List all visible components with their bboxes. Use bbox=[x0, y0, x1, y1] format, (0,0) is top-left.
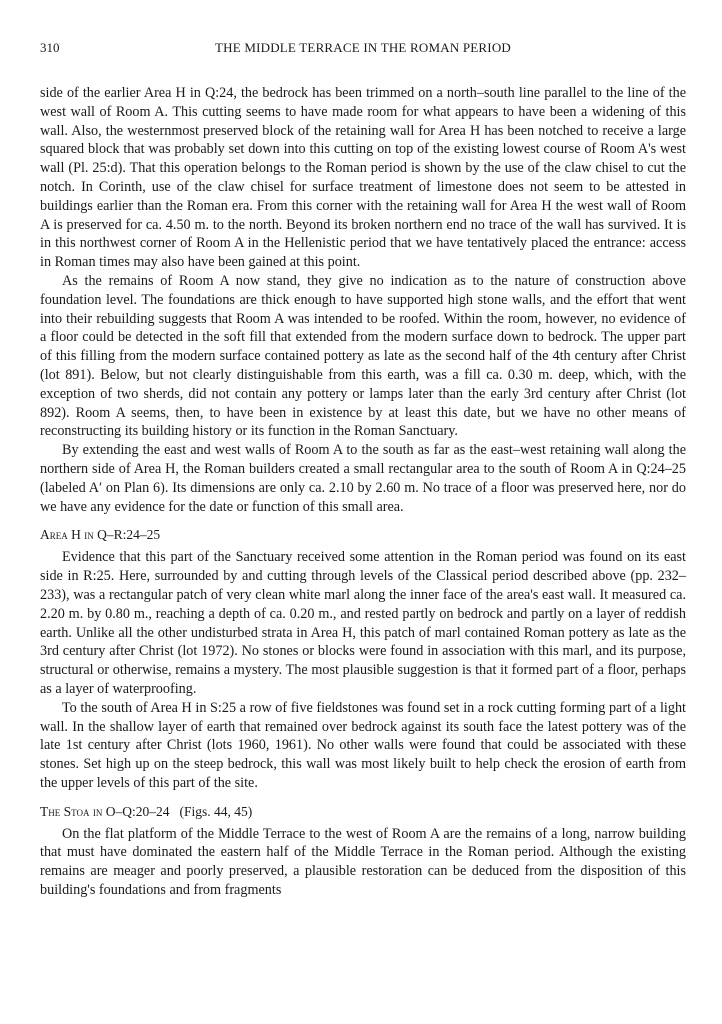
page-number: 310 bbox=[40, 40, 60, 55]
figure-reference: (Figs. 44, 45) bbox=[179, 803, 253, 819]
paragraph: On the flat platform of the Middle Terrace to the west of Room A are the remains of a long, narrow building that must have dominated the eastern half of the Middle Terrace in the Roman period. Although the existing remains are meager and poorly preserved, a plausible restoration can be deduced from the disposition of this building's foundations and from fragments bbox=[40, 825, 686, 899]
page-header bbox=[40, 40, 686, 62]
paragraph: To the south of Area H in S:25 a row of five fieldstones was found set in a rock cutting forming part of a light wall. In the shallow layer of earth that remained over bedrock against its south face the latest pottery was of the late 1st century after Christ (lots 1960, 1961). No other walls were found that could be associated with these stones. Set high up on the steep bedrock, this wall was most likely built to help check the erosion of earth from the upper levels of this part of the site. bbox=[40, 699, 686, 791]
paragraph: Evidence that this part of the Sanctuary received some attention in the Roman period was found on its east side in R:25. Here, surrounded by and cutting through levels of the Classical period described above (pp. 232–233), was a rectangular patch of very clean white marl along the inner face of the area's east wall. It measured ca. 2.20 m. by 0.80 m., reaching a depth of ca. 0.20 m., and rested partly on bedrock and partly on a layer of reddish earth. Unlike all the other undisturbed strata in Area H, this patch of marl contained Roman pottery as late as the 3rd century after Christ (lot 1972). No stones or blocks were found in association with this marl, and its purpose, structural or otherwise, remains a mystery. The most plausible suggestion is that it formed part of a floor, perhaps as a layer of waterproofing. bbox=[40, 549, 686, 697]
section-heading-text: Area H in Q–R:24–25 bbox=[40, 527, 161, 543]
body-text bbox=[40, 84, 686, 900]
running-title: THE MIDDLE TERRACE IN THE ROMAN PERIOD bbox=[215, 40, 511, 55]
section-heading-text: The Stoa in O–Q:20–24 bbox=[40, 803, 170, 819]
paragraph: side of the earlier Area H in Q:24, the bedrock has been trimmed on a north–south line parallel to the line of the west wall of Room A. This cutting seems to have made room for what appears to have been a widening of this wall. Also, the westernmost preserved block of the retaining wall for Area H has been notched to receive a large squared block that was probably set down into this cutting on top of the existing lowest course of Room A's west wall (Pl. 25:d). That this operation belongs to the Roman period is shown by the use of the claw chisel to cut the notch. In Corinth, use of the claw chisel for surface treatment of limestone does not seem to be attested in buildings earlier than the Roman era. From this corner with the retaining wall for Area H the west wall of Room A is preserved for ca. 4.50 m. to the north. Beyond its broken northern end no trace of the wall has survived. It is in this northwest corner of Room A in the Hellenistic period that we have tentatively placed the entrance: access in Roman times may also have been gained at this point. bbox=[40, 85, 686, 271]
paragraph: By extending the east and west walls of Room A to the south as far as the east–west retaining wall along the northern side of Area H, the Roman builders created a small rectangular area to the south of Room A in Q:24–25 (labeled A′ on Plan 6). Its dimensions are only ca. 2.10 by 2.60 m. No trace of a floor was preserved here, nor do we have any evidence for the date or function of this small area. bbox=[40, 442, 686, 515]
paragraph: As the remains of Room A now stand, they give no indication as to the nature of construction above foundation level. The foundations are thick enough to have supported high stone walls, and the effort that went into their rebuilding suggests that Room A was intended to be roofed. Within the room, however, no evidence of a floor could be detected in the soft fill that extended from the modern surface down to bedrock. The upper part of this filling from the modern surface contained pottery as late as the second half of the 4th century after Christ (lot 891). Below, but not clearly distinguishable from this earth, was a fill ca. 0.30 m. deep, which, with the exception of two sherds, did not contain any pottery or lamps later than the early 3rd century after Christ (lot 892). Room A seems, then, to have been in existence by at least this date, but we have no other means of reconstructing its building history or its function in the Roman Sanctuary. bbox=[40, 272, 686, 440]
section-heading-stoa bbox=[40, 803, 686, 821]
section-heading-area-h bbox=[40, 526, 686, 544]
